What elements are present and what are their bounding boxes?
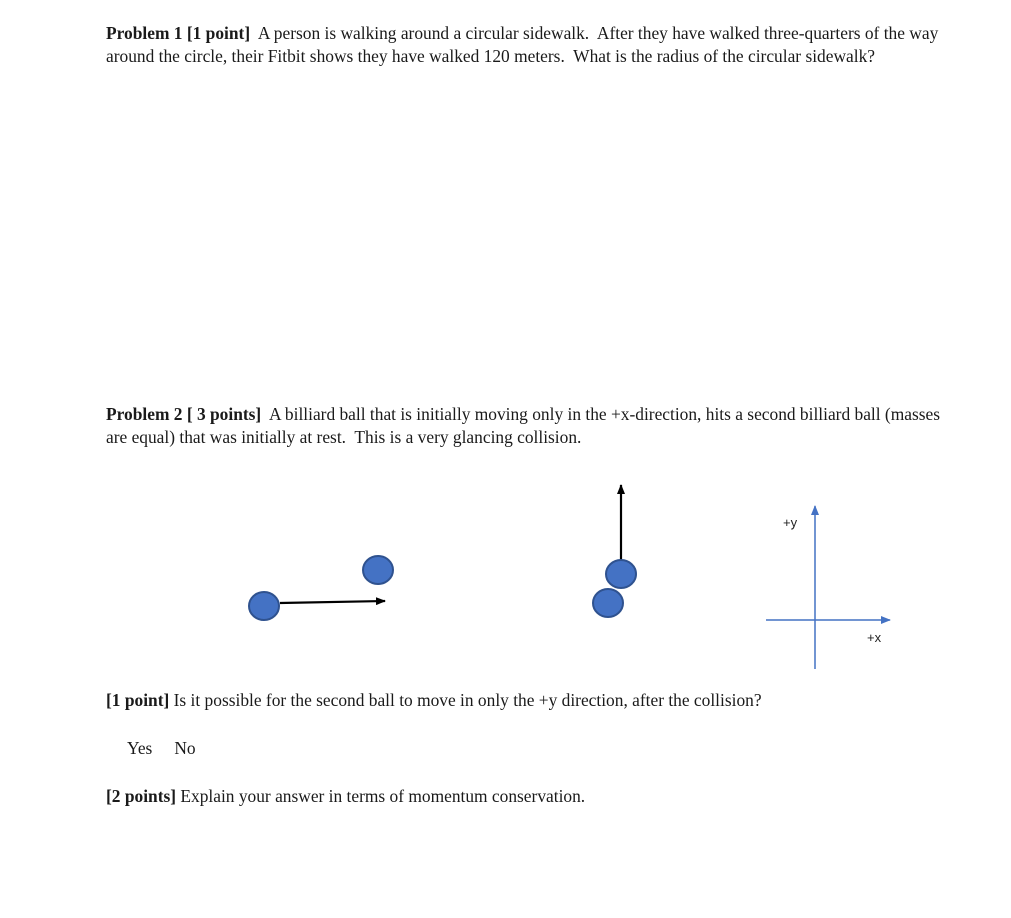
problem-1-text: A person is walking around a circular sidewalk. After they have walked three-quarters of the way around the circle, their Fitbit shows they have walked 120 meters. What is the radius of the circular sidewalk? bbox=[106, 23, 943, 66]
yes-option[interactable]: Yes bbox=[127, 738, 153, 758]
question-2-text: Explain your answer in terms of momentum conservation. bbox=[176, 786, 586, 806]
question-1 bbox=[106, 689, 946, 712]
problem-1-heading: Problem 1 [1 point] bbox=[106, 23, 251, 43]
y-axis-label: +y bbox=[783, 515, 798, 530]
question-2-points: [2 points] bbox=[106, 786, 177, 806]
question-1-points: [1 point] bbox=[106, 690, 170, 710]
problem-2 bbox=[106, 403, 946, 448]
second-ball-after-collision bbox=[606, 560, 636, 588]
x-axis-label: +x bbox=[867, 630, 882, 645]
first-ball-after-collision bbox=[593, 589, 623, 617]
question-2 bbox=[106, 785, 946, 808]
answer-options bbox=[127, 737, 196, 759]
problem-2-heading: Problem 2 [ 3 points] bbox=[106, 404, 262, 424]
moving-ball bbox=[249, 592, 279, 620]
incoming-velocity-arrow bbox=[280, 601, 385, 603]
question-1-text: Is it possible for the second ball to move in only the +y direction, after the collision? bbox=[169, 690, 762, 710]
target-ball-at-rest bbox=[363, 556, 393, 584]
problem-1 bbox=[106, 22, 946, 67]
problem-2-text: A billiard ball that is initially moving only in the +x-direction, hits a second billiard ball (masses are equal) that was initially at rest. This is a very glancing collision. bbox=[106, 404, 945, 447]
no-option[interactable]: No bbox=[174, 738, 196, 758]
